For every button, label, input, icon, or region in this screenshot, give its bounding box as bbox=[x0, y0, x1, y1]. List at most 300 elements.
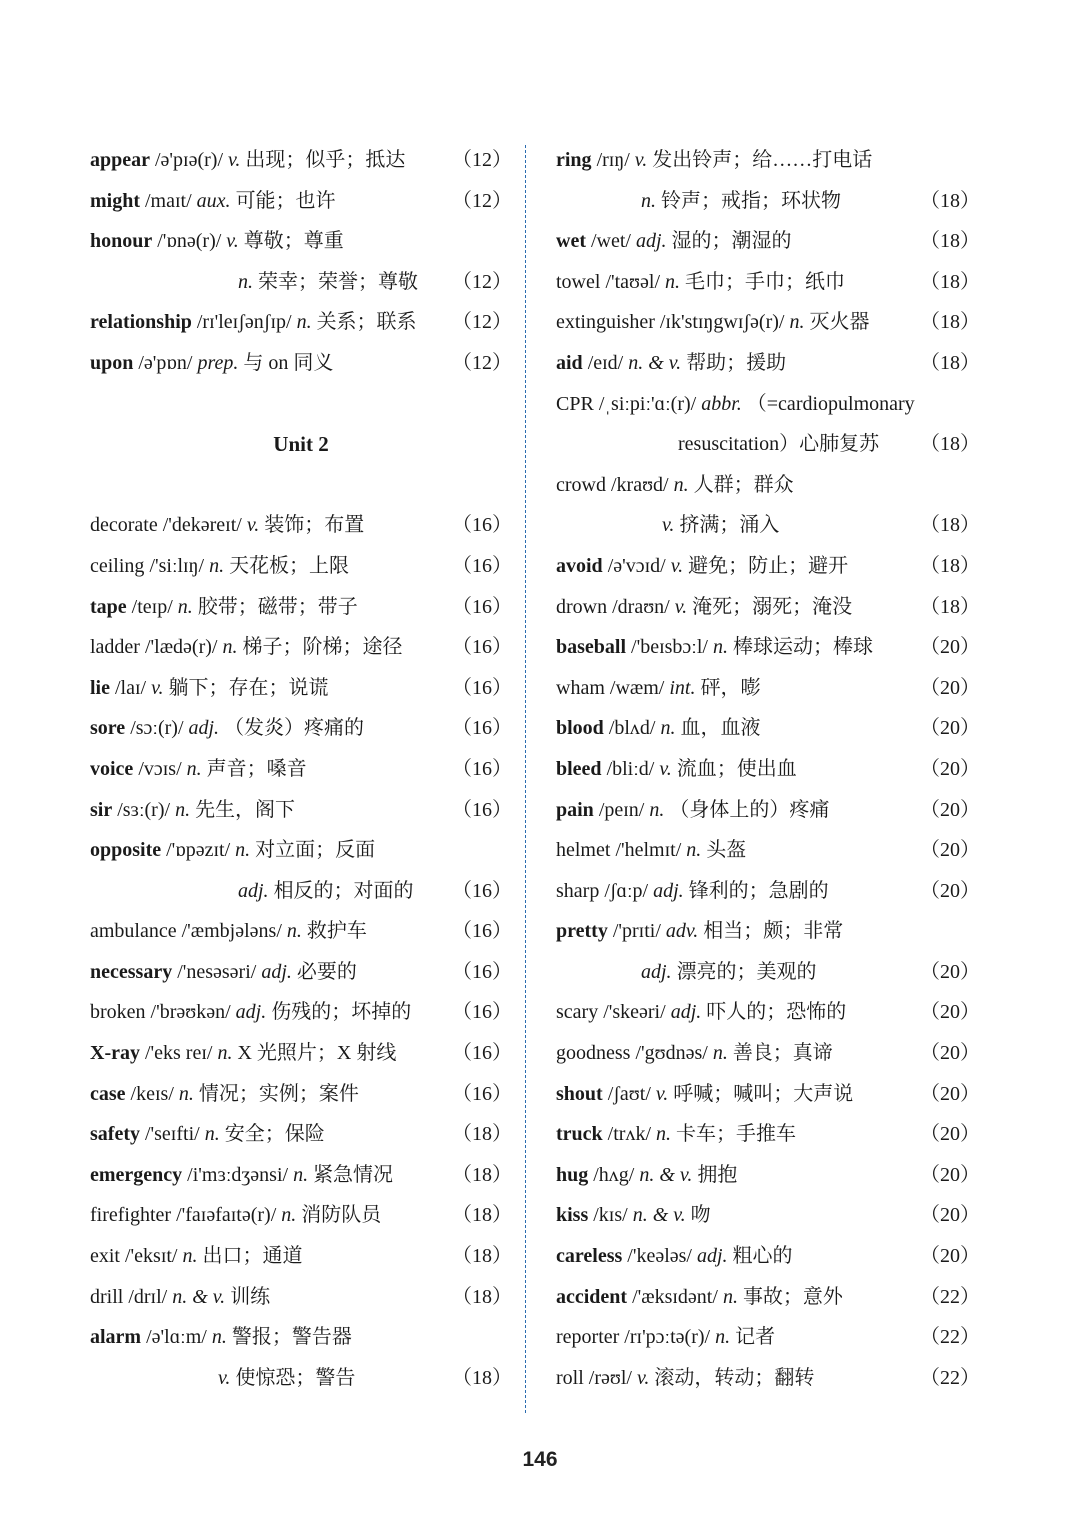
vocab-entry bbox=[556, 1155, 980, 1196]
pronunciation: /wæm/ bbox=[609, 676, 665, 699]
pronunciation: /ə'vɔɪd/ bbox=[607, 554, 666, 577]
vocab-word: case bbox=[90, 1082, 126, 1105]
page-ref: （22） bbox=[920, 1366, 980, 1389]
part-of-speech: v. bbox=[655, 1082, 669, 1105]
page-ref: （16） bbox=[452, 676, 512, 699]
page-number: 146 bbox=[522, 1448, 558, 1471]
vocab-word: exit bbox=[90, 1245, 120, 1268]
part-of-speech: n. bbox=[660, 717, 676, 740]
vocab-entry bbox=[556, 302, 980, 343]
vocab-word: towel bbox=[556, 270, 601, 293]
part-of-speech: n. bbox=[186, 757, 202, 780]
pronunciation: /'skeəri/ bbox=[603, 1001, 666, 1024]
vocab-word: voice bbox=[90, 757, 134, 780]
pronunciation: /trʌk/ bbox=[607, 1123, 652, 1146]
part-of-speech: n. bbox=[235, 839, 251, 862]
vocab-entry bbox=[556, 546, 980, 587]
vocab-word: aid bbox=[556, 351, 583, 374]
vocab-word: roll bbox=[556, 1366, 584, 1389]
vocab-word: ambulance bbox=[90, 920, 177, 943]
meaning: 毛巾；手巾；纸巾 bbox=[685, 270, 845, 293]
unit-heading: Unit 2 bbox=[273, 432, 329, 457]
vocab-entry bbox=[90, 302, 512, 343]
meaning: 锋利的；急剧的 bbox=[688, 879, 829, 902]
part-of-speech: n. bbox=[673, 473, 689, 496]
vocab-word: reporter bbox=[556, 1326, 620, 1349]
vocab-word: accident bbox=[556, 1285, 628, 1308]
vocab-entry bbox=[90, 1033, 512, 1074]
page-ref: （20） bbox=[920, 636, 980, 659]
part-of-speech: n. bbox=[281, 1204, 297, 1227]
pronunciation: /'keələs/ bbox=[627, 1245, 692, 1268]
entry-continuation bbox=[90, 262, 512, 303]
pronunciation: /ʃaʊt/ bbox=[607, 1082, 651, 1105]
part-of-speech: n. bbox=[175, 798, 191, 821]
meaning: resuscitation）心肺复苏 bbox=[678, 433, 880, 456]
part-of-speech: v. bbox=[151, 676, 164, 699]
part-of-speech: v. bbox=[674, 595, 688, 618]
vocab-word: bleed bbox=[556, 757, 602, 780]
part-of-speech: adj. bbox=[670, 1001, 702, 1024]
vocab-entry bbox=[556, 140, 980, 181]
meaning: 吓人的；恐怖的 bbox=[706, 1001, 847, 1024]
vocab-entry bbox=[556, 790, 980, 831]
vocab-entry bbox=[90, 1155, 512, 1196]
meaning: 躺下；存在；说谎 bbox=[168, 676, 329, 699]
vocab-entry bbox=[90, 668, 512, 709]
pronunciation: /ɪk'stɪŋgwɪʃə(r)/ bbox=[659, 311, 785, 334]
meaning: 发出铃声；给……打电话 bbox=[652, 149, 873, 171]
pronunciation: /'lædə(r)/ bbox=[144, 636, 218, 659]
vocab-word: shout bbox=[556, 1082, 603, 1105]
part-of-speech: n. bbox=[656, 1123, 672, 1146]
part-of-speech: adj. bbox=[238, 879, 269, 902]
pronunciation: /'ɒnə(r)/ bbox=[157, 230, 222, 253]
pronunciation: /wet/ bbox=[590, 230, 631, 253]
part-of-speech: prep. bbox=[197, 351, 239, 374]
meaning: 天花板；上限 bbox=[229, 554, 350, 577]
page-ref: （16） bbox=[452, 960, 512, 983]
part-of-speech: n. bbox=[722, 1285, 738, 1308]
meaning: （身体上的）疼痛 bbox=[669, 798, 830, 821]
vocab-entry bbox=[556, 668, 980, 709]
vocab-word: firefighter bbox=[90, 1204, 172, 1227]
vocab-word: ladder bbox=[90, 636, 140, 659]
vocab-entry bbox=[556, 911, 980, 952]
blank-row bbox=[90, 384, 512, 425]
part-of-speech: n. bbox=[665, 270, 680, 293]
vocab-word: scary bbox=[556, 1001, 599, 1024]
pronunciation: /bliːd/ bbox=[606, 757, 655, 780]
page-ref: （20） bbox=[920, 676, 980, 699]
page-ref: （16） bbox=[452, 1001, 512, 1024]
page-ref: （20） bbox=[920, 757, 980, 780]
pronunciation: /eɪd/ bbox=[587, 351, 624, 374]
part-of-speech: v. bbox=[636, 1366, 650, 1389]
vocab-word: extinguisher bbox=[556, 311, 655, 334]
vocab-entry bbox=[556, 262, 980, 303]
part-of-speech: v. bbox=[218, 1366, 231, 1389]
pronunciation: /'eksɪt/ bbox=[125, 1245, 178, 1268]
left-column bbox=[90, 140, 512, 1398]
pronunciation: /vɔɪs/ bbox=[138, 757, 182, 780]
page-ref: （16） bbox=[452, 717, 512, 740]
page-ref: （16） bbox=[452, 1082, 512, 1105]
part-of-speech: v. bbox=[246, 514, 260, 537]
meaning: 滚动，转动；翻转 bbox=[654, 1366, 815, 1389]
meaning: 安全；保险 bbox=[224, 1123, 325, 1146]
part-of-speech: n. bbox=[715, 1326, 731, 1349]
column-divider bbox=[525, 145, 526, 1413]
meaning: 铃声；戒指；环状物 bbox=[661, 189, 841, 212]
part-of-speech: v. bbox=[634, 149, 648, 171]
vocab-entry bbox=[556, 1074, 980, 1115]
meaning: 使惊恐；警告 bbox=[235, 1366, 356, 1389]
meaning: 与 on 同义 bbox=[243, 351, 334, 374]
entry-continuation bbox=[556, 952, 980, 993]
vocab-entry bbox=[90, 587, 512, 628]
vocab-word: tape bbox=[90, 595, 127, 618]
part-of-speech: adj. bbox=[641, 960, 672, 983]
meaning: 出现；似乎；抵达 bbox=[245, 149, 406, 171]
page-ref: （18） bbox=[920, 270, 980, 293]
vocab-word: pain bbox=[556, 798, 594, 821]
vocab-word: sore bbox=[90, 717, 126, 740]
meaning: 相当；颇；非常 bbox=[703, 920, 844, 943]
page-ref: （16） bbox=[452, 554, 512, 577]
entry-continuation bbox=[556, 181, 980, 222]
part-of-speech: n. & v. bbox=[639, 1163, 693, 1186]
page-ref: （18） bbox=[452, 1163, 512, 1186]
meaning: 胶带；磁带；带子 bbox=[197, 595, 358, 618]
vocab-entry bbox=[90, 505, 512, 546]
meaning: 漂亮的；美观的 bbox=[676, 960, 817, 983]
page-ref: （16） bbox=[452, 757, 512, 780]
pronunciation: /draʊn/ bbox=[612, 595, 670, 618]
page-ref: （18） bbox=[452, 1285, 512, 1308]
part-of-speech: v. bbox=[228, 149, 241, 171]
page-ref: （18） bbox=[920, 189, 980, 212]
meaning: 可能；也许 bbox=[235, 189, 336, 212]
meaning: 荣幸；荣誉；尊敬 bbox=[258, 270, 418, 293]
page-ref: （18） bbox=[920, 351, 980, 374]
meaning: 挤满；涌入 bbox=[679, 514, 780, 537]
pronunciation: /laɪ/ bbox=[115, 676, 147, 699]
vocab-entry bbox=[90, 1317, 512, 1358]
page-ref: （20） bbox=[920, 960, 980, 983]
part-of-speech: int. bbox=[669, 676, 696, 699]
pronunciation: /hʌg/ bbox=[593, 1163, 635, 1186]
entry-continuation bbox=[556, 424, 980, 465]
meaning: 流血；使出血 bbox=[676, 757, 797, 780]
part-of-speech: n. bbox=[217, 1042, 233, 1065]
part-of-speech: n. bbox=[649, 798, 665, 821]
page-ref: （18） bbox=[920, 311, 980, 334]
pronunciation: /rəʊl/ bbox=[588, 1366, 632, 1389]
vocab-word: sharp bbox=[556, 879, 600, 902]
pronunciation: /i'mɜːdʒənsi/ bbox=[187, 1163, 289, 1186]
meaning: 砰，嘭 bbox=[700, 676, 761, 699]
page-ref: （20） bbox=[920, 717, 980, 740]
vocab-word: broken bbox=[90, 1001, 146, 1024]
page-ref: （20） bbox=[920, 1123, 980, 1146]
vocab-entry bbox=[90, 546, 512, 587]
meaning: 出口；通道 bbox=[202, 1245, 303, 1268]
pronunciation: /keɪs/ bbox=[130, 1082, 174, 1105]
vocab-entry bbox=[90, 830, 512, 871]
meaning: 避免；防止；避开 bbox=[688, 554, 849, 577]
meaning: 消防队员 bbox=[301, 1204, 382, 1227]
vocab-word: careless bbox=[556, 1245, 623, 1268]
meaning: 救护车 bbox=[306, 920, 367, 943]
vocab-entry bbox=[90, 1195, 512, 1236]
part-of-speech: n. bbox=[293, 1163, 309, 1186]
vocab-word: wet bbox=[556, 230, 586, 253]
meaning: 情况；实例；案件 bbox=[198, 1082, 359, 1105]
page-ref: （18） bbox=[452, 1204, 512, 1227]
vocab-word: hug bbox=[556, 1163, 589, 1186]
vocab-entry bbox=[556, 871, 980, 912]
part-of-speech: adj. bbox=[635, 230, 667, 253]
vocab-entry bbox=[556, 465, 980, 506]
pronunciation: /'gʊdnəs/ bbox=[635, 1042, 708, 1065]
vocab-word: relationship bbox=[90, 311, 192, 334]
vocab-entry bbox=[90, 790, 512, 831]
vocab-entry bbox=[556, 708, 980, 749]
pronunciation: /'brəʊkən/ bbox=[150, 1001, 231, 1024]
page-ref: （18） bbox=[920, 433, 980, 456]
part-of-speech: n. bbox=[211, 1326, 227, 1349]
blank-row bbox=[90, 465, 512, 506]
meaning: （=cardiopulmonary bbox=[746, 392, 915, 415]
vocab-entry bbox=[556, 1195, 980, 1236]
meaning: 事故；意外 bbox=[742, 1285, 843, 1308]
vocab-word: emergency bbox=[90, 1163, 183, 1186]
part-of-speech: n. bbox=[286, 920, 302, 943]
part-of-speech: n. bbox=[177, 595, 193, 618]
meaning: 吻 bbox=[690, 1204, 711, 1227]
part-of-speech: n. & v. bbox=[628, 351, 682, 374]
meaning: 淹死；溺死；淹没 bbox=[692, 595, 853, 618]
part-of-speech: aux. bbox=[196, 189, 231, 212]
vocab-word: might bbox=[90, 189, 140, 212]
part-of-speech: n. bbox=[789, 311, 805, 334]
page-ref: （20） bbox=[920, 1245, 980, 1268]
vocab-entry bbox=[90, 749, 512, 790]
vocab-entry bbox=[90, 181, 512, 222]
page-ref: （18） bbox=[920, 595, 980, 618]
part-of-speech: n. bbox=[712, 636, 728, 659]
pronunciation: /ə'pɪə(r)/ bbox=[155, 149, 224, 171]
pronunciation: /peɪn/ bbox=[598, 798, 645, 821]
vocab-entry bbox=[90, 708, 512, 749]
pronunciation: /'eks reɪ/ bbox=[144, 1042, 213, 1065]
vocab-entry bbox=[90, 1114, 512, 1155]
vocab-entry bbox=[90, 1074, 512, 1115]
part-of-speech: v. bbox=[226, 230, 239, 253]
part-of-speech: adj. bbox=[696, 1245, 728, 1268]
pronunciation: /'taʊəl/ bbox=[605, 270, 660, 293]
page-ref: （20） bbox=[920, 839, 980, 862]
part-of-speech: n. bbox=[712, 1042, 728, 1065]
vocab-word: safety bbox=[90, 1123, 140, 1146]
meaning: 棒球运动；棒球 bbox=[732, 636, 873, 659]
vocab-entry bbox=[556, 587, 980, 628]
pronunciation: /ʃɑːp/ bbox=[604, 879, 649, 902]
meaning: 伤残的；坏掉的 bbox=[271, 1001, 412, 1024]
part-of-speech: adv. bbox=[665, 920, 699, 943]
vocab-entry bbox=[90, 992, 512, 1033]
vocab-entry bbox=[556, 1236, 980, 1277]
pronunciation: /'æmbjələns/ bbox=[181, 920, 282, 943]
meaning: 帮助；援助 bbox=[686, 351, 787, 374]
pronunciation: /'dekəreɪt/ bbox=[162, 514, 242, 537]
vocab-word: X-ray bbox=[90, 1042, 140, 1065]
vocab-word: drill bbox=[90, 1285, 124, 1308]
vocab-word: upon bbox=[90, 351, 134, 374]
part-of-speech: v. bbox=[662, 514, 675, 537]
vocab-word: crowd bbox=[556, 473, 606, 496]
meaning: 呼喊；喊叫；大声说 bbox=[673, 1082, 854, 1105]
pronunciation: /kɪs/ bbox=[593, 1204, 628, 1227]
meaning: 粗心的 bbox=[732, 1245, 793, 1268]
pronunciation: /rɪ'leɪʃənʃɪp/ bbox=[196, 311, 292, 334]
vocab-entry bbox=[556, 1317, 980, 1358]
vocab-entry bbox=[90, 952, 512, 993]
meaning: 先生，阁下 bbox=[195, 798, 296, 821]
page-ref: （16） bbox=[452, 636, 512, 659]
page-ref: （12） bbox=[452, 270, 512, 293]
vocab-entry bbox=[556, 1033, 980, 1074]
pronunciation: /'ɒpəzɪt/ bbox=[166, 839, 231, 862]
meaning: 卡车；手推车 bbox=[676, 1123, 797, 1146]
entry-continuation bbox=[556, 505, 980, 546]
part-of-speech: adj. bbox=[653, 879, 684, 902]
vocab-entry bbox=[556, 384, 980, 425]
page-ref: （20） bbox=[920, 1001, 980, 1024]
page-ref: （18） bbox=[920, 554, 980, 577]
page-ref: （20） bbox=[920, 1163, 980, 1186]
vocab-entry bbox=[556, 1277, 980, 1318]
pronunciation: /sɜː(r)/ bbox=[117, 798, 171, 821]
part-of-speech: v. bbox=[670, 554, 684, 577]
vocab-entry bbox=[90, 1277, 512, 1318]
page-ref: （12） bbox=[452, 311, 512, 334]
page-ref: （12） bbox=[452, 351, 512, 374]
pronunciation: /'faɪəfaɪtə(r)/ bbox=[176, 1204, 277, 1227]
page-ref: （22） bbox=[920, 1326, 980, 1349]
page-ref: （16） bbox=[452, 798, 512, 821]
page-ref: （16） bbox=[452, 595, 512, 618]
part-of-speech: n. & v. bbox=[172, 1285, 226, 1308]
meaning: 梯子；阶梯；途径 bbox=[242, 636, 403, 659]
vocab-word: truck bbox=[556, 1123, 603, 1146]
meaning: 训练 bbox=[230, 1285, 271, 1308]
pronunciation: /drɪl/ bbox=[128, 1285, 168, 1308]
meaning: 灭火器 bbox=[809, 311, 870, 334]
page-ref: （20） bbox=[920, 879, 980, 902]
meaning: 善良；真谛 bbox=[732, 1042, 833, 1065]
page-ref: （16） bbox=[452, 879, 512, 902]
vocab-word: drown bbox=[556, 595, 608, 618]
meaning: 尊敬；尊重 bbox=[243, 230, 344, 253]
page-ref: （12） bbox=[452, 189, 512, 212]
pronunciation: /'æksɪdənt/ bbox=[632, 1285, 718, 1308]
page-ref: （18） bbox=[920, 514, 980, 537]
vocab-word: sir bbox=[90, 798, 113, 821]
meaning: 关系；联系 bbox=[316, 311, 417, 334]
part-of-speech: adj. bbox=[261, 960, 292, 983]
page-ref: （20） bbox=[920, 1082, 980, 1105]
page-ref: （12） bbox=[452, 149, 512, 171]
vocab-word: goodness bbox=[556, 1042, 631, 1065]
vocab-entry bbox=[556, 830, 980, 871]
page-ref: （16） bbox=[452, 514, 512, 537]
vocab-word: blood bbox=[556, 717, 604, 740]
meaning: 湿的；潮湿的 bbox=[671, 230, 792, 253]
meaning: 相反的；对面的 bbox=[273, 879, 414, 902]
vocab-entry bbox=[556, 343, 980, 384]
vocab-entry bbox=[90, 221, 512, 262]
vocab-entry bbox=[556, 221, 980, 262]
meaning: 声音；嗓音 bbox=[206, 757, 307, 780]
part-of-speech: n. bbox=[641, 189, 656, 212]
entry-continuation bbox=[90, 1358, 512, 1399]
vocab-entry bbox=[556, 749, 980, 790]
meaning: 紧急情况 bbox=[313, 1163, 394, 1186]
pronunciation: /maɪt/ bbox=[145, 189, 192, 212]
vocab-word: kiss bbox=[556, 1204, 589, 1227]
vocab-word: lie bbox=[90, 676, 110, 699]
pronunciation: /'helmɪt/ bbox=[615, 839, 682, 862]
part-of-speech: n. bbox=[686, 839, 702, 862]
part-of-speech: n. bbox=[204, 1123, 220, 1146]
part-of-speech: n. bbox=[209, 554, 225, 577]
part-of-speech: adj. bbox=[188, 717, 220, 740]
pronunciation: /'siːlɪŋ/ bbox=[149, 554, 205, 577]
vocab-word: honour bbox=[90, 230, 153, 253]
pronunciation: /rɪ'pɔːtə(r)/ bbox=[624, 1326, 711, 1349]
entry-continuation bbox=[90, 871, 512, 912]
pronunciation: /rɪŋ/ bbox=[596, 149, 630, 171]
meaning: （发炎）疼痛的 bbox=[224, 717, 365, 740]
vocab-word: avoid bbox=[556, 554, 603, 577]
pronunciation: /sɔː(r)/ bbox=[130, 717, 184, 740]
page-ref: （18） bbox=[452, 1245, 512, 1268]
meaning: X 光照片；X 射线 bbox=[237, 1042, 397, 1065]
vocab-word: CPR bbox=[556, 392, 594, 415]
part-of-speech: abbr. bbox=[701, 392, 742, 415]
pronunciation: /ə'pɒn/ bbox=[138, 351, 193, 374]
meaning: 头盔 bbox=[706, 839, 747, 862]
vocab-word: ring bbox=[556, 149, 592, 171]
pronunciation: /blʌd/ bbox=[608, 717, 656, 740]
pronunciation: /teɪp/ bbox=[131, 595, 173, 618]
right-column bbox=[556, 140, 980, 1398]
meaning: 装饰；布置 bbox=[264, 514, 365, 537]
pronunciation: /ə'lɑːm/ bbox=[146, 1326, 207, 1349]
pronunciation: /'prɪti/ bbox=[612, 920, 661, 943]
vocab-entry bbox=[90, 911, 512, 952]
vocab-entry bbox=[556, 627, 980, 668]
meaning: 拥抱 bbox=[697, 1163, 738, 1186]
vocab-word: wham bbox=[556, 676, 605, 699]
pronunciation: /kraʊd/ bbox=[610, 473, 669, 496]
vocab-word: helmet bbox=[556, 839, 611, 862]
part-of-speech: adj. bbox=[235, 1001, 267, 1024]
page-ref: （18） bbox=[920, 230, 980, 253]
vocab-word: appear bbox=[90, 149, 150, 171]
